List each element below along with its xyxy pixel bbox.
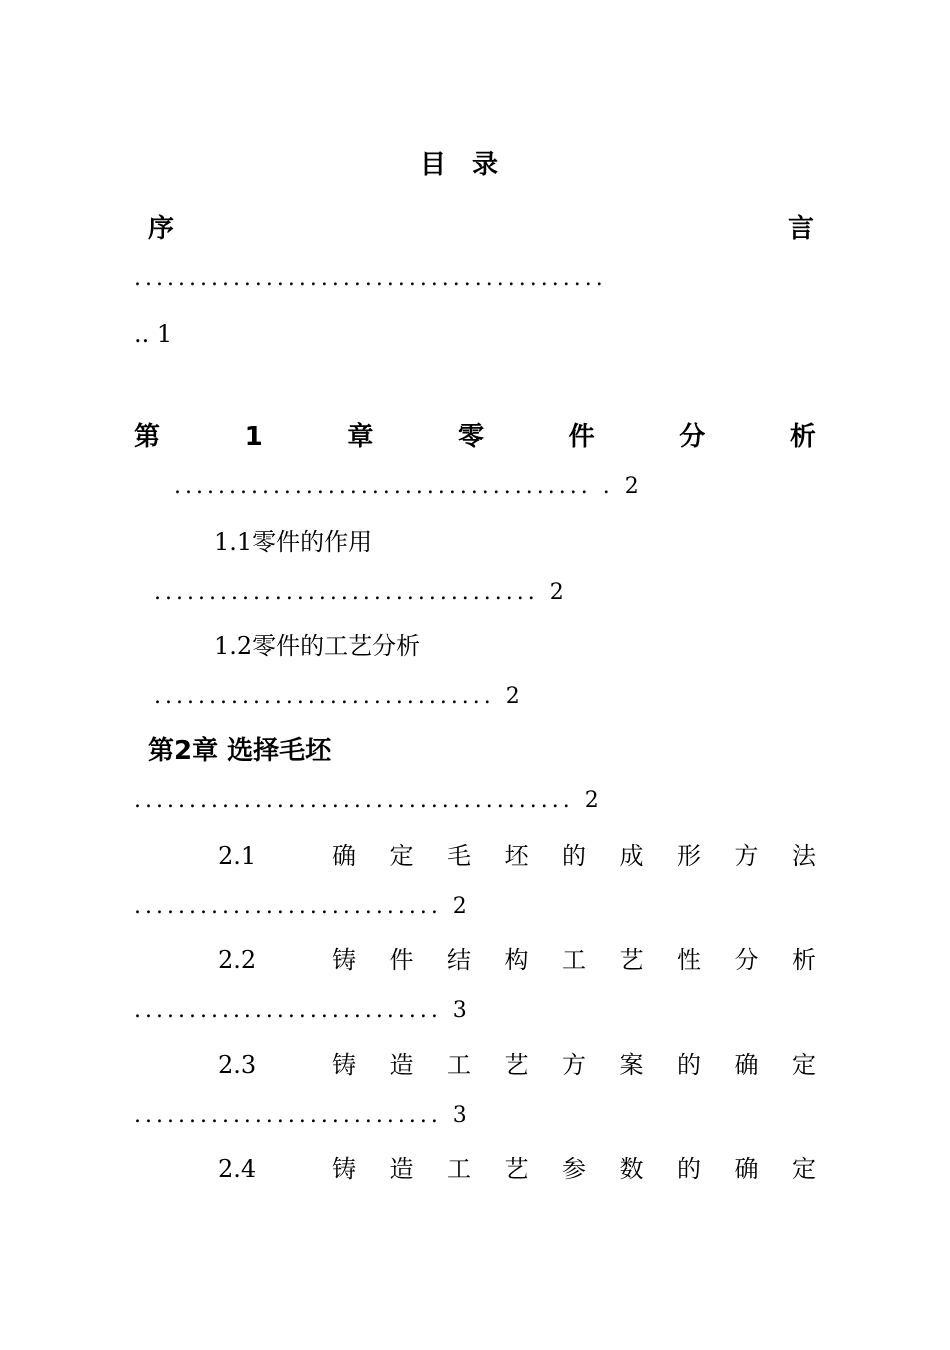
section-number: 2.2	[218, 946, 257, 974]
heading-char: 定	[792, 1155, 816, 1183]
heading-char: 构	[504, 946, 529, 974]
heading-char: 1	[244, 422, 263, 452]
toc-entry-chapter-2: 第2章 选择毛坯	[148, 736, 332, 766]
toc-entry-2-1	[332, 844, 816, 868]
leader-dots: ............................... 2	[154, 684, 524, 709]
heading-char: 造	[389, 1051, 414, 1079]
heading-char: 坯	[504, 842, 529, 870]
leader-dots: ............................ 3	[134, 998, 471, 1023]
heading-char: 析	[792, 946, 816, 974]
heading-char: 成	[619, 842, 644, 870]
heading-char: 数	[619, 1155, 644, 1183]
leader-dots: ........................................ 2	[134, 788, 603, 813]
heading-char: 毛	[447, 842, 471, 870]
heading-char: 方	[562, 1051, 586, 1079]
heading-char: 析	[789, 422, 816, 452]
heading-char: 件	[568, 422, 595, 452]
heading-char: 确	[332, 842, 356, 870]
heading-char: 性	[677, 946, 701, 974]
heading-char: 方	[734, 842, 759, 870]
leader-dots: ...................................... . 2	[174, 474, 643, 499]
heading-char: 形	[677, 842, 701, 870]
toc-entry-1-1: 1.1零件的作用	[214, 528, 373, 556]
heading-char: 件	[389, 946, 414, 974]
heading-char: 铸	[332, 1155, 356, 1183]
page-title: 目 录	[420, 150, 499, 180]
heading-char: 确	[734, 1155, 759, 1183]
toc-entry-2-4	[332, 1157, 816, 1181]
leader-dots: ............................ 3	[134, 1103, 471, 1128]
heading-char: 工	[562, 946, 586, 974]
heading-char: 艺	[504, 1051, 529, 1079]
heading-char: 的	[677, 1051, 701, 1079]
heading-char: 工	[447, 1155, 471, 1183]
toc-entry-chapter-1	[134, 424, 816, 450]
heading-char: 铸	[332, 1051, 356, 1079]
heading-char: 分	[734, 946, 759, 974]
toc-entry-2-3	[332, 1053, 816, 1077]
heading-char: 造	[389, 1155, 414, 1183]
section-number: 2.1	[218, 842, 257, 870]
heading-char: 艺	[504, 1155, 529, 1183]
heading-char: 分	[679, 422, 706, 452]
heading-char: 的	[562, 842, 586, 870]
heading-char: 零	[458, 422, 485, 452]
heading-char: 定	[792, 1051, 816, 1079]
heading-char: 第	[134, 422, 161, 452]
heading-char: 的	[677, 1155, 701, 1183]
page-number: .. 1	[134, 320, 173, 348]
section-number: 2.4	[218, 1155, 257, 1183]
heading-char: 结	[447, 946, 471, 974]
toc-entry-preface-left: 序	[148, 214, 175, 244]
heading-char: 案	[619, 1051, 644, 1079]
heading-char: 艺	[619, 946, 644, 974]
heading-char: 确	[734, 1051, 759, 1079]
leader-dots: ............................ 2	[134, 894, 471, 919]
toc-entry-2-2	[332, 948, 816, 972]
heading-char: 章	[347, 422, 374, 452]
toc-entry-preface-right: 言	[788, 214, 815, 244]
leader-dots: ...........................................	[134, 266, 607, 291]
heading-char: 参	[562, 1155, 586, 1183]
heading-char: 定	[389, 842, 414, 870]
heading-char: 铸	[332, 946, 356, 974]
section-number: 2.3	[218, 1051, 257, 1079]
toc-entry-1-2: 1.2零件的工艺分析	[214, 632, 421, 660]
heading-char: 法	[792, 842, 816, 870]
heading-char: 工	[447, 1051, 471, 1079]
leader-dots: ................................... 2	[154, 580, 568, 605]
